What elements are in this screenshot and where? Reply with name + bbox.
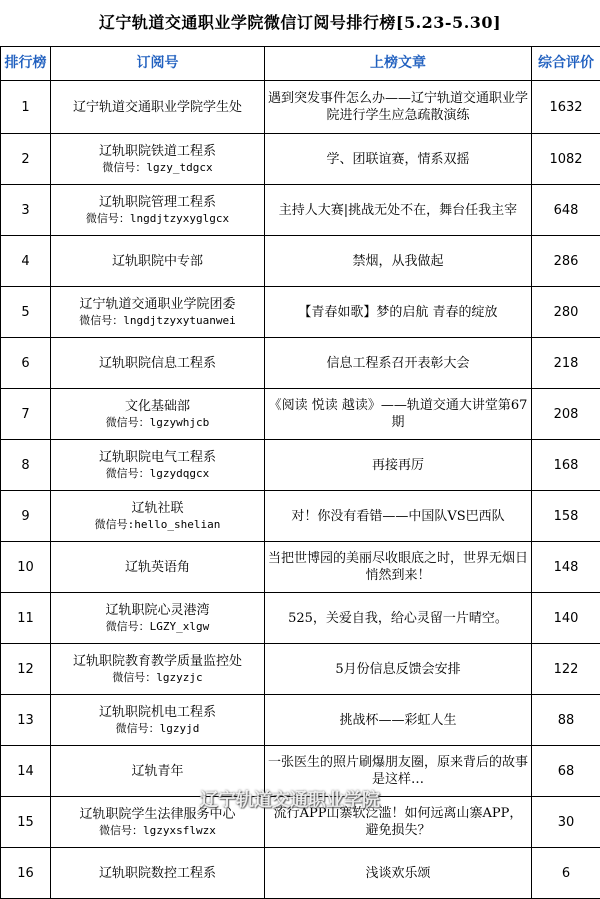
article-cell: 5月份信息反馈会安排 xyxy=(265,644,532,695)
score-cell: 140 xyxy=(532,593,600,644)
account-name: 辽轨社联 xyxy=(54,500,261,517)
article-cell: 浅谈欢乐颂 xyxy=(265,848,532,899)
score-cell: 1082 xyxy=(532,134,600,185)
table-row xyxy=(1,848,600,899)
account-cell xyxy=(51,695,265,746)
score-cell: 218 xyxy=(532,338,600,389)
account-cell xyxy=(51,644,265,695)
rank-cell: 7 xyxy=(1,389,51,440)
account-name: 辽轨职院电气工程系 xyxy=(54,449,261,466)
score-cell: 158 xyxy=(532,491,600,542)
score-cell: 30 xyxy=(532,797,600,848)
wechat-id: 微信号：lgzydqgcx xyxy=(54,466,261,482)
wechat-id: 微信号:hello_shelian xyxy=(54,517,261,533)
rank-cell: 15 xyxy=(1,797,51,848)
rank-cell: 5 xyxy=(1,287,51,338)
rank-cell: 11 xyxy=(1,593,51,644)
account-name: 文化基础部 xyxy=(54,398,261,415)
table-row xyxy=(1,81,600,134)
page-title: 辽宁轨道交通职业学院微信订阅号排行榜[5.23-5.30] xyxy=(0,0,600,46)
score-cell: 88 xyxy=(532,695,600,746)
header-score: 综合评价 xyxy=(532,47,600,81)
account-cell xyxy=(51,236,265,287)
score-cell: 208 xyxy=(532,389,600,440)
table-row xyxy=(1,746,600,797)
rank-cell: 1 xyxy=(1,81,51,134)
score-cell: 280 xyxy=(532,287,600,338)
article-cell: 当把世博园的美丽尽收眼底之时，世界无烟日悄然到来！ xyxy=(265,542,532,593)
article-cell: 流行APP山寨软泛滥！如何远离山寨APP，避免损失？ xyxy=(265,797,532,848)
rank-cell: 4 xyxy=(1,236,51,287)
score-cell: 148 xyxy=(532,542,600,593)
account-name: 辽轨职院铁道工程系 xyxy=(54,143,261,160)
ranking-table-body xyxy=(1,81,600,899)
table-row xyxy=(1,338,600,389)
wechat-id: 微信号：lgzyjd xyxy=(54,721,261,737)
article-cell: 禁烟，从我做起 xyxy=(265,236,532,287)
article-cell: 学、团联谊赛，情系双摇 xyxy=(265,134,532,185)
score-cell: 168 xyxy=(532,440,600,491)
table-row xyxy=(1,542,600,593)
watermark: 辽宁轨道交通职业学院 xyxy=(200,786,380,812)
table-row xyxy=(1,491,600,542)
score-cell: 68 xyxy=(532,746,600,797)
account-name: 辽轨青年 xyxy=(54,763,261,780)
rank-cell: 14 xyxy=(1,746,51,797)
article-cell: 信息工程系召开表彰大会 xyxy=(265,338,532,389)
account-name: 辽轨职院机电工程系 xyxy=(54,704,261,721)
rank-cell: 9 xyxy=(1,491,51,542)
article-cell: 再接再厉 xyxy=(265,440,532,491)
wechat-id: 微信号：lgzy_tdgcx xyxy=(54,160,261,176)
header-article: 上榜文章 xyxy=(265,47,532,81)
rank-cell: 6 xyxy=(1,338,51,389)
score-cell: 648 xyxy=(532,185,600,236)
account-name: 辽轨职院信息工程系 xyxy=(54,355,261,372)
account-name: 辽轨职院管理工程系 xyxy=(54,194,261,211)
table-header-row xyxy=(1,47,600,81)
account-cell xyxy=(51,848,265,899)
article-cell: 对！你没有看错——中国队VS巴西队 xyxy=(265,491,532,542)
account-cell xyxy=(51,389,265,440)
wechat-id: 微信号：lngdjtzyxytuanwei xyxy=(54,313,261,329)
account-cell xyxy=(51,593,265,644)
account-cell xyxy=(51,542,265,593)
account-cell xyxy=(51,287,265,338)
account-name: 辽轨英语角 xyxy=(54,559,261,576)
score-cell: 122 xyxy=(532,644,600,695)
account-name: 辽轨职院心灵港湾 xyxy=(54,602,261,619)
article-cell: 挑战杯——彩虹人生 xyxy=(265,695,532,746)
wechat-id: 微信号：lgzyzjc xyxy=(54,670,261,686)
account-name: 辽轨职院数控工程系 xyxy=(54,865,261,882)
account-cell xyxy=(51,797,265,848)
rank-cell: 13 xyxy=(1,695,51,746)
wechat-id: 微信号：lgzywhjcb xyxy=(54,415,261,431)
header-account: 订阅号 xyxy=(51,47,265,81)
account-cell xyxy=(51,81,265,134)
account-cell xyxy=(51,338,265,389)
account-name: 辽轨职院中专部 xyxy=(54,253,261,270)
account-name: 辽轨职院教育教学质量监控处 xyxy=(54,653,261,670)
table-row xyxy=(1,644,600,695)
table-row xyxy=(1,593,600,644)
account-name: 辽宁轨道交通职业学院学生处 xyxy=(54,99,261,116)
table-row xyxy=(1,440,600,491)
table-row xyxy=(1,695,600,746)
article-cell: 《阅读 悦读 越读》——轨道交通大讲堂第67期 xyxy=(265,389,532,440)
score-cell: 6 xyxy=(532,848,600,899)
rank-cell: 12 xyxy=(1,644,51,695)
account-cell xyxy=(51,134,265,185)
table-row xyxy=(1,134,600,185)
account-name: 辽宁轨道交通职业学院团委 xyxy=(54,296,261,313)
account-cell xyxy=(51,440,265,491)
table-row xyxy=(1,185,600,236)
table-row xyxy=(1,797,600,848)
article-cell: 遇到突发事件怎么办——辽宁轨道交通职业学院进行学生应急疏散演练 xyxy=(265,81,532,134)
article-cell: 主持人大赛|挑战无处不在，舞台任我主宰 xyxy=(265,185,532,236)
account-cell xyxy=(51,746,265,797)
rank-cell: 8 xyxy=(1,440,51,491)
ranking-table xyxy=(0,46,600,899)
rank-cell: 2 xyxy=(1,134,51,185)
rank-cell: 10 xyxy=(1,542,51,593)
score-cell: 1632 xyxy=(532,81,600,134)
table-row xyxy=(1,287,600,338)
table-row xyxy=(1,236,600,287)
rank-cell: 3 xyxy=(1,185,51,236)
rank-cell: 16 xyxy=(1,848,51,899)
account-cell xyxy=(51,185,265,236)
wechat-id: 微信号：lngdjtzyxyglgcx xyxy=(54,211,261,227)
wechat-id: 微信号：lgzyxsflwzx xyxy=(54,823,261,839)
article-cell: 525，关爱自我，给心灵留一片晴空。 xyxy=(265,593,532,644)
account-name: 辽轨职院学生法律服务中心 xyxy=(54,806,261,823)
table-row xyxy=(1,389,600,440)
article-cell: 一张医生的照片刷爆朋友圈，原来背后的故事是这样… xyxy=(265,746,532,797)
wechat-id: 微信号：LGZY_xlgw xyxy=(54,619,261,635)
account-cell xyxy=(51,491,265,542)
score-cell: 286 xyxy=(532,236,600,287)
header-rank: 排行榜 xyxy=(1,47,51,81)
article-cell: 【青春如歌】梦的启航 青春的绽放 xyxy=(265,287,532,338)
